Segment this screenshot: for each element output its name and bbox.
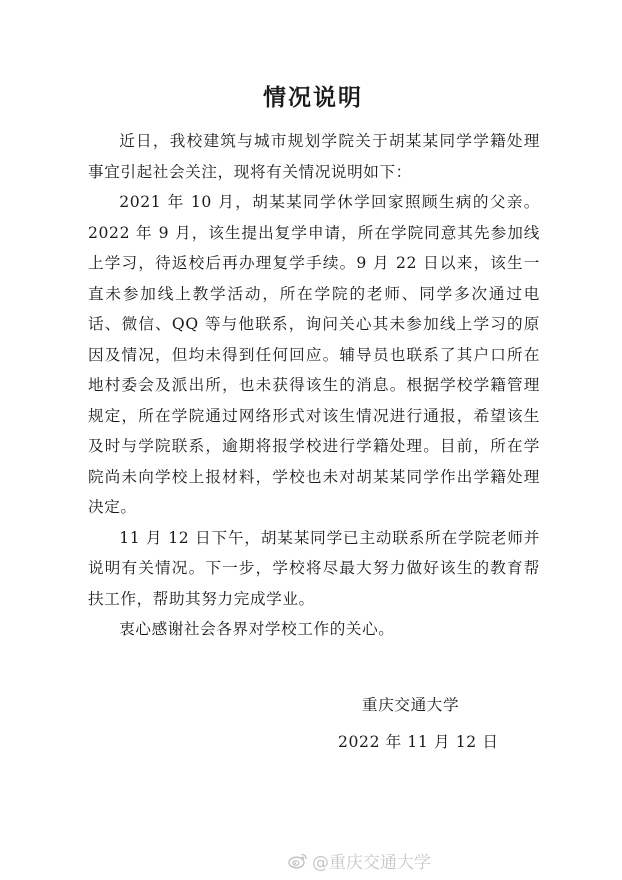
signature-date: 2022 年 11 月 12 日 <box>338 733 499 751</box>
paragraph-details: 2021 年 10 月，胡某某同学休学回家照顾生病的父亲。2022 年 9 月，该生提出复学申请，所在学院同意其先参加线上学习，待返校后再办理复学手续。9 月 22 日以来，该生一直未参加线上教学活动，所在学院的老师、同学多次通过电话、微信、QQ 等与他联系，询问关心其未参加线上学习的原因及情况，但均未得到任何回应。辅导员也联系了其户口所在地村委会及派出所，也未获得该生的消息。根据学校学籍管理规定，所在学院通过网络形式对该生情况进行通报，希望该生及时与学院联系，逾期将报学校进行学籍处理。目前，所在学院尚未向学校上报材料，学校也未对胡某某同学作出学籍处理决定。 <box>88 193 540 516</box>
watermark-text: @重庆交通大学 <box>312 853 431 873</box>
paragraph-thanks: 衷心感谢社会各界对学校工作的关心。 <box>119 620 395 638</box>
paragraph-intro: 近日，我校建筑与城市规划学院关于胡某某同学学籍处理事宜引起社会关注，现将有关情况说明如下： <box>88 132 540 181</box>
document-body <box>88 126 540 645</box>
signature-organization: 重庆交通大学 <box>362 696 460 714</box>
paragraph-update: 11 月 12 日下午，胡某某同学已主动联系所在学院老师并说明有关情况。下一步，学校将尽最大努力做好该生的教育帮扶工作，帮助其努力完成学业。 <box>88 528 540 608</box>
weibo-icon <box>288 852 308 869</box>
weibo-watermark <box>288 848 431 873</box>
document-title: 情况说明 <box>263 84 363 111</box>
